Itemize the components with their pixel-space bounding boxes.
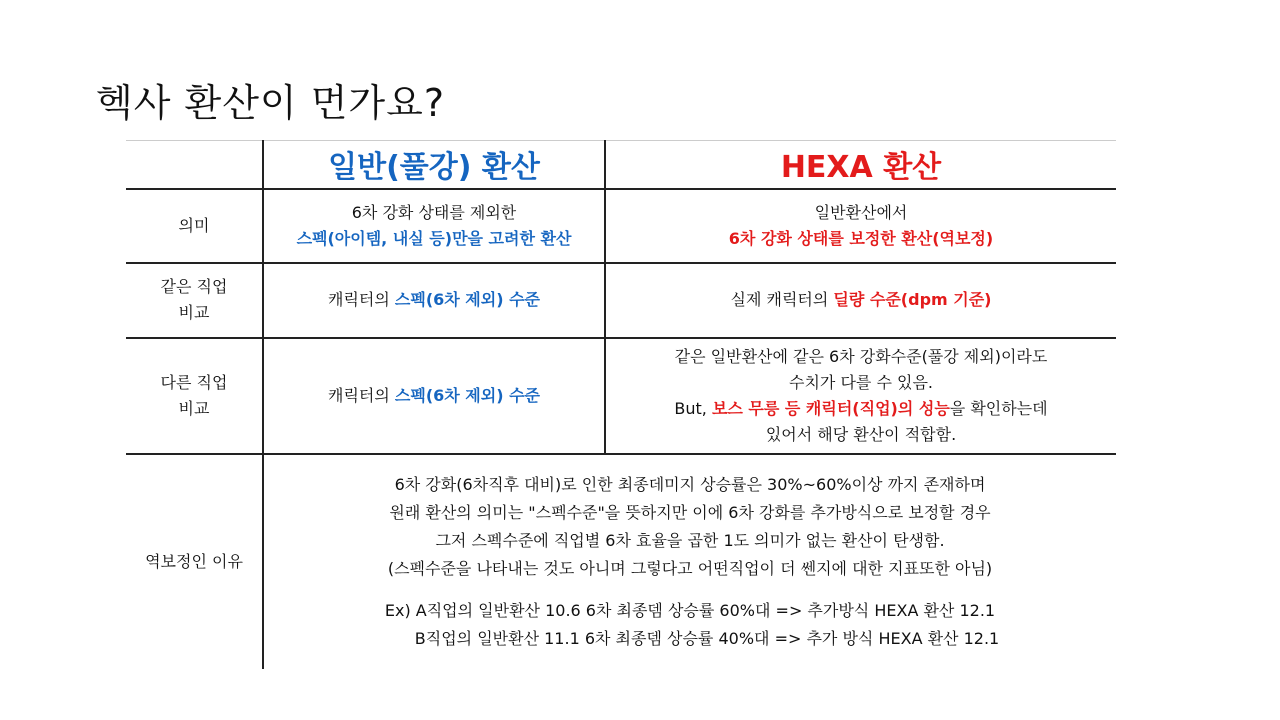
diff-job-hexa-line4: 있어서 해당 환산이 적합함. (765, 424, 957, 444)
example-line1: Ex) A직업의 일반환산 10.6 6차 최종뎀 상승률 60%대 => 추가방식 HEXA 환산 12.1 (384, 600, 996, 620)
meaning-hexa-line1: 일반환산에서 (814, 202, 908, 222)
header-empty-cell (126, 141, 263, 189)
diff-job-label-line1: 다른 직업 (160, 372, 228, 392)
diff-job-hexa-line2: 수치가 다를 수 있음. (789, 372, 933, 392)
table-row-meaning (126, 189, 1116, 263)
meaning-hexa-line2: 6차 강화 상태를 보정한 환산(역보정) (728, 228, 994, 248)
comparison-table (126, 140, 1116, 669)
page-title: 헥사 환산이 먼가요? (96, 81, 445, 125)
reason-line4: (스펙수준을 나타내는 것도 아니며 그렇다고 어떤직업이 더 쎈지에 대한 지표또한 아님) (387, 558, 993, 578)
diff-job-normal-cell (263, 338, 605, 454)
same-job-label-line1: 같은 직업 (160, 277, 228, 296)
row-label-diff-job (126, 338, 263, 454)
diff-job-normal-prefix: 캐릭터의 (327, 385, 395, 405)
example-line2: B직업의 일반환산 11.1 6차 최종뎀 상승률 40%대 => 추가 방식 HEXA 환산 12.1 (414, 628, 1000, 648)
same-job-label-line2: 비교 (178, 303, 210, 322)
reason-line2: 원래 환산의 의미는 "스펙수준"을 뜻하지만 이에 6차 강화를 추가방식으로 보정할 경우 (389, 502, 991, 522)
meaning-hexa-cell (605, 189, 1116, 263)
diff-job-hexa-line1: 같은 일반환산에 같은 6차 강화수준(풀강 제외)이라도 (674, 346, 1048, 366)
header-row (126, 141, 1116, 189)
header-normal-cell (263, 141, 605, 189)
header-hexa-conversion: HEXA 환산 (780, 150, 942, 186)
same-job-hexa-cell (605, 263, 1116, 338)
table-row-diff-job (126, 338, 1116, 454)
diff-job-normal-emphasis: 스펙(6차 제외) 수준 (394, 385, 540, 405)
header-normal-conversion: 일반(풀강) 환산 (328, 150, 540, 186)
diff-job-hexa-line3-suffix: 을 확인하는데 (949, 398, 1048, 418)
diff-job-label-line2: 비교 (178, 398, 210, 418)
reason-line1: 6차 강화(6차직후 대비)로 인한 최종데미지 상승률은 30%~60%이상 까지 존재하며 (394, 474, 986, 494)
meaning-normal-line1: 6차 강화 상태를 제외한 (351, 202, 517, 222)
row-label-meaning: 의미 (126, 189, 263, 263)
diff-job-hexa-line3 (606, 396, 1116, 422)
reason-cell (263, 454, 1116, 669)
same-job-hexa-emphasis: 딜량 수준(dpm 기준) (833, 290, 992, 309)
meaning-normal-cell (263, 189, 605, 263)
header-hexa-cell (605, 141, 1116, 189)
diff-job-hexa-cell (605, 338, 1116, 454)
same-job-hexa-prefix: 실제 캐릭터의 (730, 290, 834, 309)
same-job-normal-cell (263, 263, 605, 338)
row-label-same-job (126, 263, 263, 338)
reason-line3: 그저 스펙수준에 직업별 6차 효율을 곱한 1도 의미가 없는 환산이 탄생함. (435, 530, 945, 550)
example-block (264, 597, 1116, 653)
same-job-normal-prefix: 캐릭터의 (327, 290, 395, 309)
row-label-reason: 역보정인 이유 (126, 454, 263, 669)
diff-job-hexa-line3-emphasis: 보스 무릉 등 캐릭터(직업)의 성능 (711, 398, 950, 418)
same-job-normal-emphasis: 스펙(6차 제외) 수준 (394, 290, 540, 309)
diff-job-hexa-line3-prefix: But, (674, 398, 712, 418)
meaning-normal-line2: 스펙(아이템, 내실 등)만을 고려한 환산 (296, 228, 572, 248)
table-row-same-job (126, 263, 1116, 338)
table-row-reason (126, 454, 1116, 669)
reason-text (264, 471, 1116, 583)
